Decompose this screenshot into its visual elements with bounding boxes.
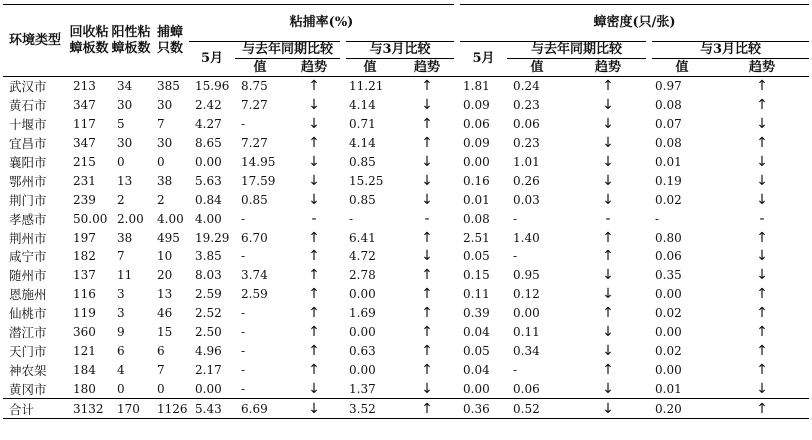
cell-rate-m3: 1.37 xyxy=(349,381,376,396)
header-positive: 阳性粘蟑板数 xyxy=(111,5,151,77)
header-rate-march-trend: 趋势 xyxy=(414,59,441,75)
table-row xyxy=(3,360,809,379)
cell-rate-yoy: 8.75 xyxy=(241,79,268,94)
cell-rec: 184 xyxy=(73,362,96,377)
cell-rate: 4.00 xyxy=(195,211,222,226)
cell-rate-m3: 0.71 xyxy=(349,117,376,132)
cell-city: 随州市 xyxy=(9,268,47,284)
cell-den-yoy: - xyxy=(513,249,518,264)
cell-den: 0.09 xyxy=(463,98,490,113)
trend-cell-rate-m3-t: ↓ xyxy=(421,380,433,397)
cell-city: 荆门市 xyxy=(9,192,47,208)
cell-den-yoy: 0.00 xyxy=(513,306,540,321)
cell-rate-m3: 0.00 xyxy=(349,325,376,340)
cell-den: 0.39 xyxy=(463,306,490,321)
trend-cell-den-yoy-t: ↓ xyxy=(602,324,614,341)
trend-cell-rate-yoy-t: ↑ xyxy=(308,248,320,265)
cell-rate-yoy: - xyxy=(241,343,246,358)
trend-cell-rate-m3-t: - xyxy=(424,210,430,227)
cell-cap: 46 xyxy=(157,306,173,321)
cell-rate-yoy: - xyxy=(241,306,246,321)
cell-rec: 121 xyxy=(73,343,96,358)
table-row xyxy=(3,247,809,266)
cell-pos: 0 xyxy=(117,381,125,396)
cell-pos: 3 xyxy=(117,306,125,321)
cell-city: 合计 xyxy=(3,399,67,419)
trend-cell-den-yoy-t: ↓ xyxy=(567,399,649,419)
header-rate-march-value: 值 xyxy=(363,59,377,75)
cell-den-yoy: 1.01 xyxy=(513,155,540,169)
cell-city: 神农架 xyxy=(9,362,47,378)
trend-cell-rate-yoy-t: ↓ xyxy=(308,172,320,189)
cell-rate-m3: 1.69 xyxy=(349,306,376,321)
cell-cap: 1126 xyxy=(151,399,189,419)
cell-den-m3: 0.02 xyxy=(655,192,682,207)
header-recovered: 回收粘蟑板数 xyxy=(67,5,111,77)
cell-rate: 2.52 xyxy=(195,306,222,321)
header-captured: 捕蟑只数 xyxy=(151,5,189,77)
trend-cell-rate-yoy-t: ↓ xyxy=(308,154,320,170)
trend-cell-rate-m3-t: ↑ xyxy=(421,78,433,95)
cell-rate: 8.03 xyxy=(195,268,222,283)
cell-cap: 385 xyxy=(157,79,180,94)
trend-cell-den-m3-t: ↑ xyxy=(756,361,768,378)
cell-rate: 4.96 xyxy=(195,343,222,358)
cell-den-m3: 0.02 xyxy=(655,343,682,358)
cell-den-yoy: 0.23 xyxy=(513,98,540,113)
header-rate-yoy-trend: 趋势 xyxy=(300,59,327,75)
cell-rec: 231 xyxy=(73,173,96,188)
trend-cell-den-m3-t: ↑ xyxy=(756,229,768,246)
trend-cell-rate-m3-t: ↓ xyxy=(421,172,433,189)
header-density-yoy: 与去年同期比较 xyxy=(507,42,649,59)
cell-den: 0.04 xyxy=(463,325,490,340)
cell-pos: 7 xyxy=(117,249,125,264)
cell-den: 0.09 xyxy=(463,136,490,151)
trend-cell-rate-m3-t: ↑ xyxy=(421,116,433,133)
cell-rec: 347 xyxy=(73,98,96,113)
cell-den: 0.00 xyxy=(463,155,490,169)
cell-cap: 4.00 xyxy=(157,211,184,226)
trend-cell-den-yoy-t: ↑ xyxy=(602,305,614,322)
trend-cell-den-m3-t: ↓ xyxy=(756,191,768,208)
cell-rate-yoy: 3.74 xyxy=(241,268,268,283)
trend-cell-den-yoy-t: ↓ xyxy=(602,116,614,133)
table-row xyxy=(3,323,809,342)
trend-cell-rate-m3-t: ↑ xyxy=(397,399,457,419)
cell-den: 0.36 xyxy=(457,399,507,419)
trend-cell-rate-m3-t: ↑ xyxy=(421,135,433,152)
cell-den-m3: 0.80 xyxy=(655,230,682,245)
cell-rate: 0.00 xyxy=(195,381,222,396)
table-row xyxy=(3,134,809,153)
cell-den-m3: 0.35 xyxy=(655,268,682,283)
cell-rec: 197 xyxy=(73,230,96,245)
cell-den: 0.15 xyxy=(463,268,490,283)
cell-rate: 0.84 xyxy=(195,192,222,207)
cell-den: 0.08 xyxy=(463,211,490,226)
header-density: 蟑密度(只/张) xyxy=(457,5,809,42)
cell-cap: 38 xyxy=(157,173,173,188)
cell-rate: 15.96 xyxy=(195,79,230,94)
cell-den-m3: 0.00 xyxy=(655,287,682,302)
cell-pos: 2 xyxy=(117,192,125,207)
cell-pos: 13 xyxy=(117,173,133,188)
table-row xyxy=(3,77,809,96)
cell-den-m3: - xyxy=(655,211,660,226)
trend-cell-rate-yoy-t: ↑ xyxy=(308,324,320,341)
cell-pos: 4 xyxy=(117,362,125,377)
trend-cell-den-yoy-t: ↓ xyxy=(602,97,614,114)
cell-rate-m3: 15.25 xyxy=(349,173,384,188)
cell-pos: 34 xyxy=(117,79,133,94)
cell-den-yoy: 0.95 xyxy=(513,268,540,283)
cell-rate: 4.27 xyxy=(195,117,222,132)
trend-cell-rate-m3-t: ↑ xyxy=(421,342,433,359)
header-density-yoy-trend: 趋势 xyxy=(595,59,622,75)
trend-cell-den-yoy-t: ↑ xyxy=(602,78,614,95)
trend-cell-den-m3-t: ↑ xyxy=(756,342,768,359)
trend-cell-den-m3-t: ↑ xyxy=(715,399,809,419)
cell-city: 襄阳市 xyxy=(9,155,47,170)
cell-rate-m3: 0.00 xyxy=(349,287,376,302)
header-density-march-value: 值 xyxy=(675,59,689,75)
cell-rate: 8.65 xyxy=(195,136,222,151)
cell-rate-yoy: - xyxy=(241,362,246,377)
header-density-march-trend: 趋势 xyxy=(749,59,776,75)
cell-den-yoy: 0.06 xyxy=(513,381,540,396)
trend-cell-den-m3-t: ↑ xyxy=(756,305,768,322)
table-row xyxy=(3,96,809,115)
trend-cell-den-m3-t: ↑ xyxy=(756,324,768,341)
cell-rate-m3: 4.14 xyxy=(349,98,376,113)
cell-rate-yoy: 7.27 xyxy=(241,136,268,151)
trend-cell-rate-m3-t: ↑ xyxy=(421,286,433,303)
cell-rate-yoy: 0.85 xyxy=(241,192,268,207)
cell-city: 天门市 xyxy=(9,343,47,359)
trend-cell-rate-yoy-t: ↓ xyxy=(308,116,320,133)
cell-rate: 2.59 xyxy=(195,287,222,302)
cell-rate-m3: 0.00 xyxy=(349,362,376,377)
cell-rec: 347 xyxy=(73,136,96,151)
cell-cap: 495 xyxy=(157,230,180,245)
cell-den-yoy: 0.11 xyxy=(513,325,540,340)
cell-rec: 116 xyxy=(73,287,96,302)
trend-cell-rate-yoy-t: ↑ xyxy=(308,135,320,152)
cell-rate-yoy: - xyxy=(241,211,246,226)
cell-rate: 19.29 xyxy=(195,230,230,245)
trend-cell-den-m3-t: ↓ xyxy=(756,154,768,170)
trend-cell-rate-yoy-t: ↑ xyxy=(308,305,320,322)
cell-cap: 10 xyxy=(157,249,173,264)
trend-cell-den-yoy-t: ↓ xyxy=(602,154,614,170)
cell-rate-m3: 0.85 xyxy=(349,155,376,169)
cell-rate: 5.63 xyxy=(195,173,222,188)
cell-den: 1.81 xyxy=(463,79,490,94)
header-rate-yoy-value: 值 xyxy=(253,59,267,75)
table-row xyxy=(3,115,809,134)
trend-cell-den-m3-t: ↓ xyxy=(756,172,768,189)
cell-cap: 30 xyxy=(157,136,173,151)
cell-rate-m3: 0.63 xyxy=(349,343,376,358)
cell-rate-yoy: 14.95 xyxy=(241,155,276,169)
trend-cell-den-yoy-t: ↓ xyxy=(602,267,614,284)
cell-city: 潜江市 xyxy=(9,325,47,341)
cell-den-m3: 0.00 xyxy=(655,325,682,340)
table-row xyxy=(3,341,809,360)
cell-rate-m3: 4.14 xyxy=(349,136,376,151)
trend-cell-rate-yoy-t: ↓ xyxy=(308,97,320,114)
cell-cap: 15 xyxy=(157,325,173,340)
cell-rate: 2.17 xyxy=(195,362,222,377)
trend-cell-den-m3-t: ↑ xyxy=(756,78,768,95)
cell-den-m3: 0.01 xyxy=(655,381,682,396)
header-rate-may: 5月 xyxy=(189,42,235,77)
trend-cell-den-m3-t: ↓ xyxy=(756,380,768,397)
cell-city: 鄂州市 xyxy=(9,173,47,189)
trend-cell-rate-m3-t: ↓ xyxy=(421,248,433,265)
trend-cell-den-yoy-t: ↑ xyxy=(602,229,614,246)
trend-cell-rate-yoy-t: - xyxy=(311,210,317,227)
cell-den-yoy: 1.40 xyxy=(513,230,540,245)
cell-rate-yoy: 17.59 xyxy=(241,173,276,188)
cell-den-yoy: 0.24 xyxy=(513,79,540,94)
trend-cell-rate-yoy-t: ↑ xyxy=(308,267,320,284)
cell-pos: 5 xyxy=(117,117,125,132)
cell-den: 0.01 xyxy=(463,192,490,207)
cell-rec: 213 xyxy=(73,79,96,94)
cell-rate-yoy: 6.69 xyxy=(235,399,285,419)
trend-cell-den-m3-t: ↑ xyxy=(756,286,768,303)
trend-cell-den-m3-t: ↑ xyxy=(756,97,768,114)
trend-cell-den-yoy-t: ↑ xyxy=(602,248,614,265)
cell-rec: 50.00 xyxy=(73,211,108,226)
table-row xyxy=(3,153,809,172)
cell-den-yoy: 0.26 xyxy=(513,173,540,188)
cell-den-yoy: 0.52 xyxy=(507,399,567,419)
cell-rec: 239 xyxy=(73,192,96,207)
table-body xyxy=(3,77,809,419)
cell-pos: 0 xyxy=(117,155,125,169)
cell-den-yoy: 0.06 xyxy=(513,117,540,132)
cell-pos: 30 xyxy=(117,136,133,151)
cell-rate-m3: - xyxy=(349,211,354,226)
trend-cell-rate-yoy-t: ↑ xyxy=(308,342,320,359)
cell-city: 黄石市 xyxy=(9,98,47,114)
cell-rate-yoy: - xyxy=(241,117,246,132)
trend-cell-den-yoy-t: ↑ xyxy=(602,361,614,378)
trend-cell-rate-yoy-t: ↓ xyxy=(308,191,320,208)
cell-rec: 137 xyxy=(73,268,96,283)
cell-rate-m3: 6.41 xyxy=(349,230,376,245)
trend-cell-den-yoy-t: ↓ xyxy=(602,286,614,303)
cell-cap: 0 xyxy=(157,381,165,396)
cell-pos: 30 xyxy=(117,98,133,113)
cell-rate: 0.00 xyxy=(195,155,222,169)
trend-cell-rate-m3-t: ↑ xyxy=(421,229,433,246)
trend-cell-den-yoy-t: ↓ xyxy=(602,135,614,152)
trend-cell-den-m3-t: - xyxy=(759,210,765,227)
trend-cell-rate-m3-t: ↑ xyxy=(421,267,433,284)
cell-den-yoy: 0.03 xyxy=(513,192,540,207)
cell-city: 恩施州 xyxy=(9,287,47,303)
cell-cap: 13 xyxy=(157,287,173,302)
cell-den-m3: 0.01 xyxy=(655,155,682,169)
trend-cell-rate-m3-t: ↑ xyxy=(421,305,433,322)
cell-den-m3: 0.08 xyxy=(655,136,682,151)
cell-rec: 215 xyxy=(73,155,96,169)
cell-den: 0.00 xyxy=(463,381,490,396)
cell-rate-yoy: 2.59 xyxy=(241,287,268,302)
cell-den: 0.05 xyxy=(463,249,490,264)
cell-den-m3: 0.07 xyxy=(655,117,682,132)
cell-den-yoy: 0.12 xyxy=(513,287,540,302)
cell-den-yoy: 0.34 xyxy=(513,343,540,358)
cell-city: 咸宁市 xyxy=(9,249,47,265)
cell-rate-m3: 4.72 xyxy=(349,249,376,264)
cell-rate-yoy: - xyxy=(241,249,246,264)
cell-rate-m3: 0.85 xyxy=(349,192,376,207)
cell-rate-m3: 2.78 xyxy=(349,268,376,283)
table-row xyxy=(3,266,809,285)
header-rate-march: 与3月比较 xyxy=(343,42,457,59)
trend-cell-rate-m3-t: ↓ xyxy=(421,97,433,114)
header-density-march: 与3月比较 xyxy=(649,42,809,59)
cell-den: 0.16 xyxy=(463,173,490,188)
cell-den-m3: 0.20 xyxy=(649,399,715,419)
cell-city: 宜昌市 xyxy=(9,136,47,152)
trend-cell-rate-yoy-t: ↓ xyxy=(285,399,343,419)
cell-cap: 0 xyxy=(157,155,165,169)
trend-cell-rate-yoy-t: ↑ xyxy=(308,361,320,378)
trend-cell-den-m3-t: ↓ xyxy=(756,267,768,284)
cell-rec: 117 xyxy=(73,117,96,132)
cell-rec: 119 xyxy=(73,306,96,321)
cell-rate-m3: 11.21 xyxy=(349,79,384,94)
cell-rate: 2.42 xyxy=(195,98,222,113)
cell-city: 武汉市 xyxy=(9,79,47,95)
cell-pos: 3 xyxy=(117,287,125,302)
cell-pos: 38 xyxy=(117,230,133,245)
trend-cell-den-yoy-t: ↓ xyxy=(602,191,614,208)
cell-den-yoy: - xyxy=(513,362,518,377)
trend-cell-rate-yoy-t: ↑ xyxy=(308,78,320,95)
trend-cell-rate-m3-t: ↑ xyxy=(421,324,433,341)
cell-den-m3: 0.00 xyxy=(655,362,682,377)
header-rate-yoy: 与去年同期比较 xyxy=(235,42,343,59)
cell-rate-yoy: 7.27 xyxy=(241,98,268,113)
trend-cell-rate-m3-t: ↑ xyxy=(421,361,433,378)
table-row xyxy=(3,228,809,247)
trend-cell-rate-m3-t: ↓ xyxy=(421,191,433,208)
header-sticky-rate: 粘捕率(%) xyxy=(189,5,457,42)
cockroach-density-table xyxy=(3,4,809,419)
cell-rec: 182 xyxy=(73,249,96,264)
cell-den-m3: 0.97 xyxy=(655,79,682,94)
trend-cell-rate-yoy-t: ↑ xyxy=(308,286,320,303)
cell-pos: 170 xyxy=(111,399,151,419)
cell-cap: 6 xyxy=(157,343,165,358)
trend-cell-den-yoy-t: ↓ xyxy=(602,172,614,189)
header-env-type: 环境类型 xyxy=(3,5,67,77)
cell-den: 0.06 xyxy=(463,117,490,132)
cell-city: 仙桃市 xyxy=(9,306,47,322)
trend-cell-den-yoy-t: - xyxy=(605,210,611,227)
table-row xyxy=(3,209,809,228)
cell-cap: 2 xyxy=(157,192,165,207)
cell-den-m3: 0.06 xyxy=(655,249,682,264)
cell-rate-yoy: - xyxy=(241,381,246,396)
cell-den-yoy: - xyxy=(513,211,518,226)
table-row xyxy=(3,190,809,209)
cell-den-m3: 0.02 xyxy=(655,306,682,321)
cell-den-m3: 0.19 xyxy=(655,173,682,188)
cell-rate: 3.85 xyxy=(195,249,222,264)
cell-rate-yoy: 6.70 xyxy=(241,230,268,245)
cell-den: 0.11 xyxy=(463,287,490,302)
header-density-may: 5月 xyxy=(457,42,507,77)
table-row xyxy=(3,171,809,190)
cell-pos: 2.00 xyxy=(117,211,144,226)
table-row xyxy=(3,285,809,304)
trend-cell-den-yoy-t: ↓ xyxy=(602,380,614,397)
cell-den: 2.51 xyxy=(463,230,490,245)
cell-cap: 7 xyxy=(157,362,165,377)
cell-city: 孝感市 xyxy=(9,211,47,227)
cell-den-m3: 0.08 xyxy=(655,98,682,113)
cell-cap: 20 xyxy=(157,268,173,283)
cell-rec: 180 xyxy=(73,381,96,396)
table-row xyxy=(3,304,809,323)
cell-den-yoy: 0.23 xyxy=(513,136,540,151)
cell-rate-m3: 3.52 xyxy=(343,399,397,419)
trend-cell-den-m3-t: ↑ xyxy=(756,135,768,152)
total-row xyxy=(3,399,809,419)
trend-cell-den-m3-t: ↓ xyxy=(756,116,768,133)
cell-den: 0.05 xyxy=(463,343,490,358)
cell-den: 0.04 xyxy=(463,362,490,377)
cell-city: 荆州市 xyxy=(9,230,47,246)
cell-pos: 11 xyxy=(117,268,133,283)
cell-city: 十堰市 xyxy=(9,117,47,133)
cell-rate: 2.50 xyxy=(195,325,222,340)
cell-city: 黄冈市 xyxy=(9,381,47,397)
trend-cell-den-yoy-t: ↓ xyxy=(602,342,614,359)
cell-rec: 3132 xyxy=(67,399,111,419)
header-density-yoy-value: 值 xyxy=(530,59,544,75)
cell-cap: 30 xyxy=(157,98,173,113)
cell-rate: 5.43 xyxy=(189,399,235,419)
cell-pos: 9 xyxy=(117,325,125,340)
trend-cell-den-m3-t: ↓ xyxy=(756,248,768,265)
cell-rec: 360 xyxy=(73,325,96,340)
cell-rate-yoy: - xyxy=(241,325,246,340)
trend-cell-rate-yoy-t: ↓ xyxy=(308,380,320,397)
trend-cell-rate-yoy-t: ↑ xyxy=(308,229,320,246)
cell-pos: 6 xyxy=(117,343,125,358)
trend-cell-rate-m3-t: ↓ xyxy=(421,154,433,170)
cell-cap: 7 xyxy=(157,117,165,132)
table-row xyxy=(3,379,809,398)
